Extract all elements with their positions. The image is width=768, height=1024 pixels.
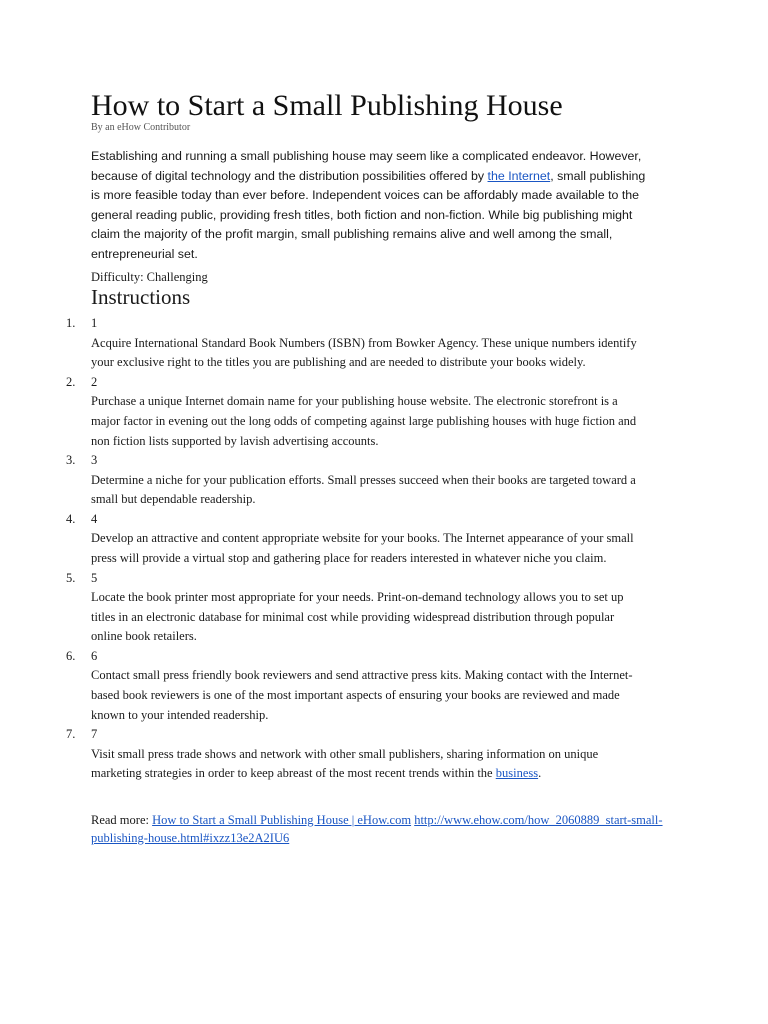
step-line: based book reviewers is one of the most important aspects of ensuring your books are reviewed and made <box>91 688 620 703</box>
step-line: online book retailers. <box>91 629 197 644</box>
difficulty-label: Difficulty: Challenging <box>91 270 208 284</box>
instruction-step-1 <box>0 314 768 373</box>
step-text <box>91 666 633 725</box>
step-line: Purchase a unique Internet domain name for your publishing house website. The electronic storefront is a <box>91 394 618 409</box>
read-more-prefix: Read more: <box>91 813 153 827</box>
article-intro <box>91 147 691 265</box>
read-more-url-link[interactable]: http://www.ehow.com/how_2060889_start-small- <box>414 813 663 827</box>
instruction-step-6 <box>0 647 768 725</box>
instructions-list <box>0 314 768 784</box>
the-internet-link[interactable]: the Internet <box>487 168 551 183</box>
step-line: Acquire International Standard Book Numbers (ISBN) from Bowker Agency. These unique numbers identify <box>91 335 637 350</box>
step-marker: 7. <box>66 727 76 742</box>
step-line: non fiction lists supported by lavish advertising accounts. <box>91 433 379 448</box>
article-title: How to Start a Small Publishing House <box>91 89 563 122</box>
step-line: Determine a niche for your publication efforts. Small presses succeed when their books are targeted toward a <box>91 472 636 487</box>
step-line: major factor in evening out the long odds of competing against large publishing houses with huge fiction and <box>91 413 637 428</box>
step-marker: 4. <box>66 511 76 526</box>
step-line: Locate the book printer most appropriate for your needs. Print-on-demand technology allows you to set up <box>91 590 624 605</box>
step-text <box>91 529 634 568</box>
step-line: press will provide a virtual stop and gathering place for readers interested in whatever niche you claim. <box>91 550 607 565</box>
step-line: titles in an electronic database for minimal cost while providing widespread distribution through popular <box>91 609 615 624</box>
step-marker: 3. <box>66 453 76 468</box>
intro-text: because of digital technology and the distribution possibilities offered by <box>91 168 488 183</box>
step-number: 6 <box>91 648 98 663</box>
instruction-step-5 <box>0 569 768 647</box>
intro-line: Establishing and running a small publishing house may seem like a complicated endeavor. However, <box>91 149 642 163</box>
step-text <box>91 745 598 784</box>
step-text <box>91 392 636 451</box>
step-marker: 6. <box>66 648 76 663</box>
intro-line <box>91 167 691 187</box>
read-more <box>91 812 663 847</box>
intro-line: is more feasible today than ever before. Independent voices can be affordably made available to the <box>91 188 640 203</box>
instruction-step-3 <box>0 451 768 510</box>
step-marker: 2. <box>66 374 76 389</box>
step-line: known to your intended readership. <box>91 707 269 722</box>
step-line: Contact small press friendly book reviewers and send attractive press kits. Making contact with the Internet- <box>91 668 633 683</box>
step-line: Visit small press trade shows and network with other small publishers, sharing information on unique <box>91 746 599 761</box>
step-number: 5 <box>91 570 98 585</box>
read-more-url-link-continued[interactable]: publishing-house.html#ixzz13e2A2IU6 <box>91 830 290 845</box>
read-more-line <box>91 812 663 830</box>
intro-line: entrepreneurial set. <box>91 246 198 261</box>
read-more-title-link[interactable]: How to Start a Small Publishing House | eHow.com <box>152 813 412 827</box>
business-link[interactable]: business <box>495 766 539 781</box>
instructions-heading: Instructions <box>91 285 191 309</box>
step-text <box>91 334 637 373</box>
instruction-step-2 <box>0 373 768 451</box>
read-more-line <box>91 830 663 848</box>
step-text-fragment: marketing strategies in order to keep abreast of the most recent trends within the <box>91 766 496 781</box>
step-number: 2 <box>91 374 98 389</box>
step-number: 4 <box>91 511 98 526</box>
step-number: 1 <box>91 316 98 330</box>
step-marker: 5. <box>66 570 76 585</box>
step-line: small but dependable readership. <box>91 492 256 507</box>
step-line: Develop an attractive and content appropriate website for your books. The Internet appearance of your small <box>91 531 634 546</box>
step-line <box>91 764 598 784</box>
article-byline: By an eHow Contributor <box>91 122 191 133</box>
step-number: 7 <box>91 727 98 742</box>
instruction-step-4 <box>0 510 768 569</box>
step-text <box>91 588 624 647</box>
instruction-step-7 <box>0 725 768 784</box>
step-text <box>91 471 636 510</box>
step-marker: 1. <box>66 316 76 330</box>
intro-text: , small publishing <box>550 168 646 183</box>
step-text-fragment: . <box>538 766 542 781</box>
step-number: 3 <box>91 453 98 468</box>
intro-line: claim the majority of the profit margin, small publishing remains alive and well among the small, <box>91 227 613 242</box>
intro-line: general reading public, providing fresh titles, both fiction and non-fiction. While big publishing might <box>91 207 633 222</box>
step-line: your exclusive right to the titles you are publishing and are needed to distribute your books widely. <box>91 355 586 370</box>
